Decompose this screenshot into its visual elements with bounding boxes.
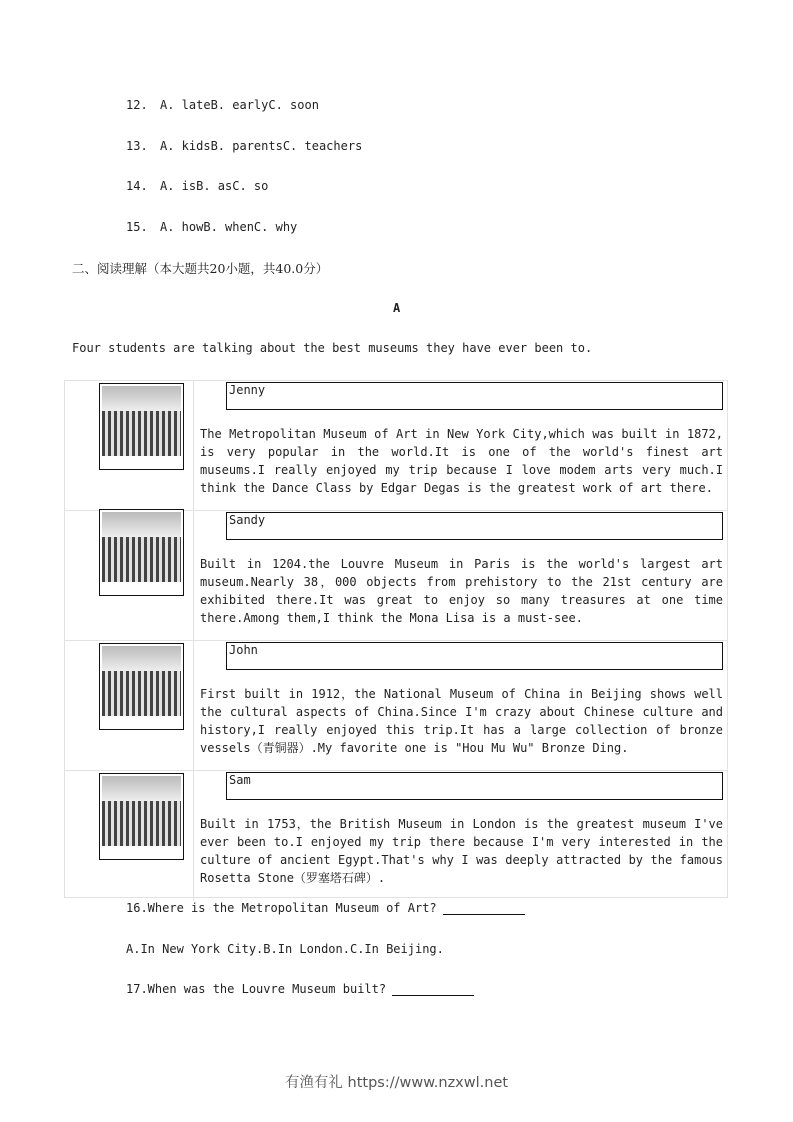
option-choices: A. kidsB. parentsC. teachers [160,139,363,153]
option-choices: A. howB. whenC. why [160,220,298,234]
student-table [64,380,728,898]
national-museum-china-photo [99,643,184,730]
student-name: John [226,642,723,670]
passage-intro: Four students are talking about the best museums they have ever been to. [72,341,593,355]
option-choices: A. isB. asC. so [160,179,269,193]
louvre-museum-photo [99,509,184,596]
table-row [65,511,727,641]
option-number: 13. [126,139,148,153]
answer-blank[interactable] [443,902,525,915]
table-row [65,381,727,511]
option-choices: A. lateB. earlyC. soon [160,98,319,112]
student-text: The Metropolitan Museum of Art in New York City,which was built in 1872, is very popular in the world.It is one of the world's finest art museums.I really enjoyed my trip because I love modem arts very much.I think the Dance Class by Edgar Degas is the greatest work of art there. [200,427,723,495]
option-number: 12. [126,98,148,112]
option-number: 15. [126,220,148,234]
student-name: Jenny [226,382,723,410]
section-heading: 二、阅读理解（本大题共20小题，共40.0分） [72,261,329,276]
student-name: Sandy [226,512,723,540]
table-row [65,641,727,771]
question-text: 16.Where is the Metropolitan Museum of Art? [126,901,437,915]
option-number: 14. [126,179,148,193]
question-text: 17.When was the Louvre Museum built? [126,982,387,996]
student-text: First built in 1912，the National Museum of China in Beijing shows well the cultural aspects of China.Since I'm crazy about Chinese culture and history,I really enjoyed this trip.It has a large collection of bronze vessels（青铜器）.My favorite one is "Hou Mu Wu" Bronze Ding. [200,687,723,755]
student-name: Sam [226,772,723,800]
student-text: Built in 1204.the Louvre Museum in Paris is the world's largest art museum.Nearly 38，000 objects from prehistory to the 21st century are exhibited there.It was great to enjoy so many treasures at one time there.Among them,I think the Mona Lisa is a must-see. [200,557,723,625]
table-row [65,771,727,901]
answer-blank[interactable] [392,983,474,996]
metropolitan-museum-photo [99,383,184,470]
question-16 [126,901,525,915]
student-text: Built in 1753，the British Museum in London is the greatest museum I've ever been to.I enjoyed my trip there because I'm very interested in the culture of ancient Egypt.That's why I was deeply attracted by the famous Rosetta Stone（罗塞塔石碑）. [200,817,723,885]
question-16-options: A.In New York City.B.In London.C.In Beijing. [126,942,444,956]
british-museum-photo [99,773,184,860]
question-17 [126,982,474,996]
footer-watermark: 有渔有礼 https://www.nzxwl.net [284,1075,509,1091]
passage-label: A [393,301,401,315]
